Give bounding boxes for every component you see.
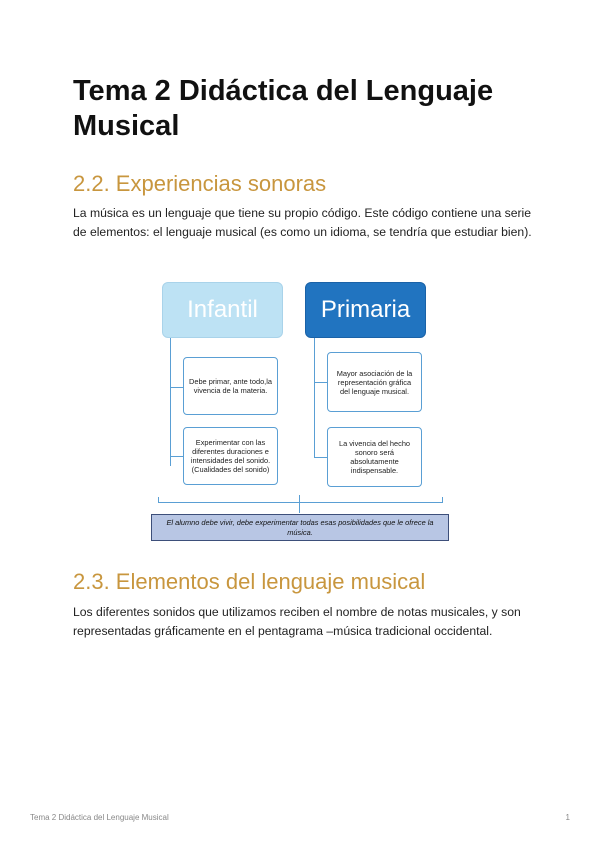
page-title: Tema 2 Didáctica del Lenguaje Musical — [73, 75, 494, 142]
footer-title: Tema 2 Didáctica del Lenguaje Musical — [30, 813, 169, 822]
bracket-line — [442, 497, 443, 502]
footer-page-number: 1 — [565, 813, 570, 822]
section-paragraph-elementos: Los diferentes sonidos que utilizamos reciben el nombre de notas musicales, y son representadas gráficamente en el pentagrama –música tradicional occidental. — [73, 605, 521, 638]
connector-line — [314, 382, 327, 383]
connector-line — [170, 456, 183, 457]
bracket-line — [299, 495, 300, 513]
infantil-header-box: Infantil — [162, 282, 283, 338]
primaria-header-box: Primaria — [305, 282, 426, 338]
connector-line — [170, 338, 171, 466]
section-paragraph-experiencias: La música es un lenguaje que tiene su propio código. Este código contiene una serie de elementos: el lenguaje musical (es como un idioma, se tendría que estudiar bien). — [73, 206, 532, 239]
section-heading-elementos: 2.3. Elementos del lenguaje musical — [73, 569, 426, 594]
primaria-item-box: La vivencia del hecho sonoro será absolutamente indispensable. — [327, 427, 422, 487]
connector-line — [170, 387, 183, 388]
connector-line — [314, 338, 315, 458]
infantil-item-box: Experimentar con las diferentes duraciones e intensidades del sonido. (Cualidades del sonido) — [183, 427, 278, 485]
connector-line — [314, 457, 327, 458]
diagram-note-box: El alumno debe vivir, debe experimentar todas esas posibilidades que le ofrece la música. — [151, 514, 449, 541]
section-heading-experiencias: 2.2. Experiencias sonoras — [73, 171, 327, 196]
infantil-primaria-diagram — [148, 280, 452, 542]
infantil-item-box: Debe primar, ante todo,la vivencia de la materia. — [183, 357, 278, 415]
bracket-line — [158, 497, 159, 502]
bracket-line — [158, 502, 443, 503]
primaria-item-box: Mayor asociación de la representación gráfica del lenguaje musical. — [327, 352, 422, 412]
